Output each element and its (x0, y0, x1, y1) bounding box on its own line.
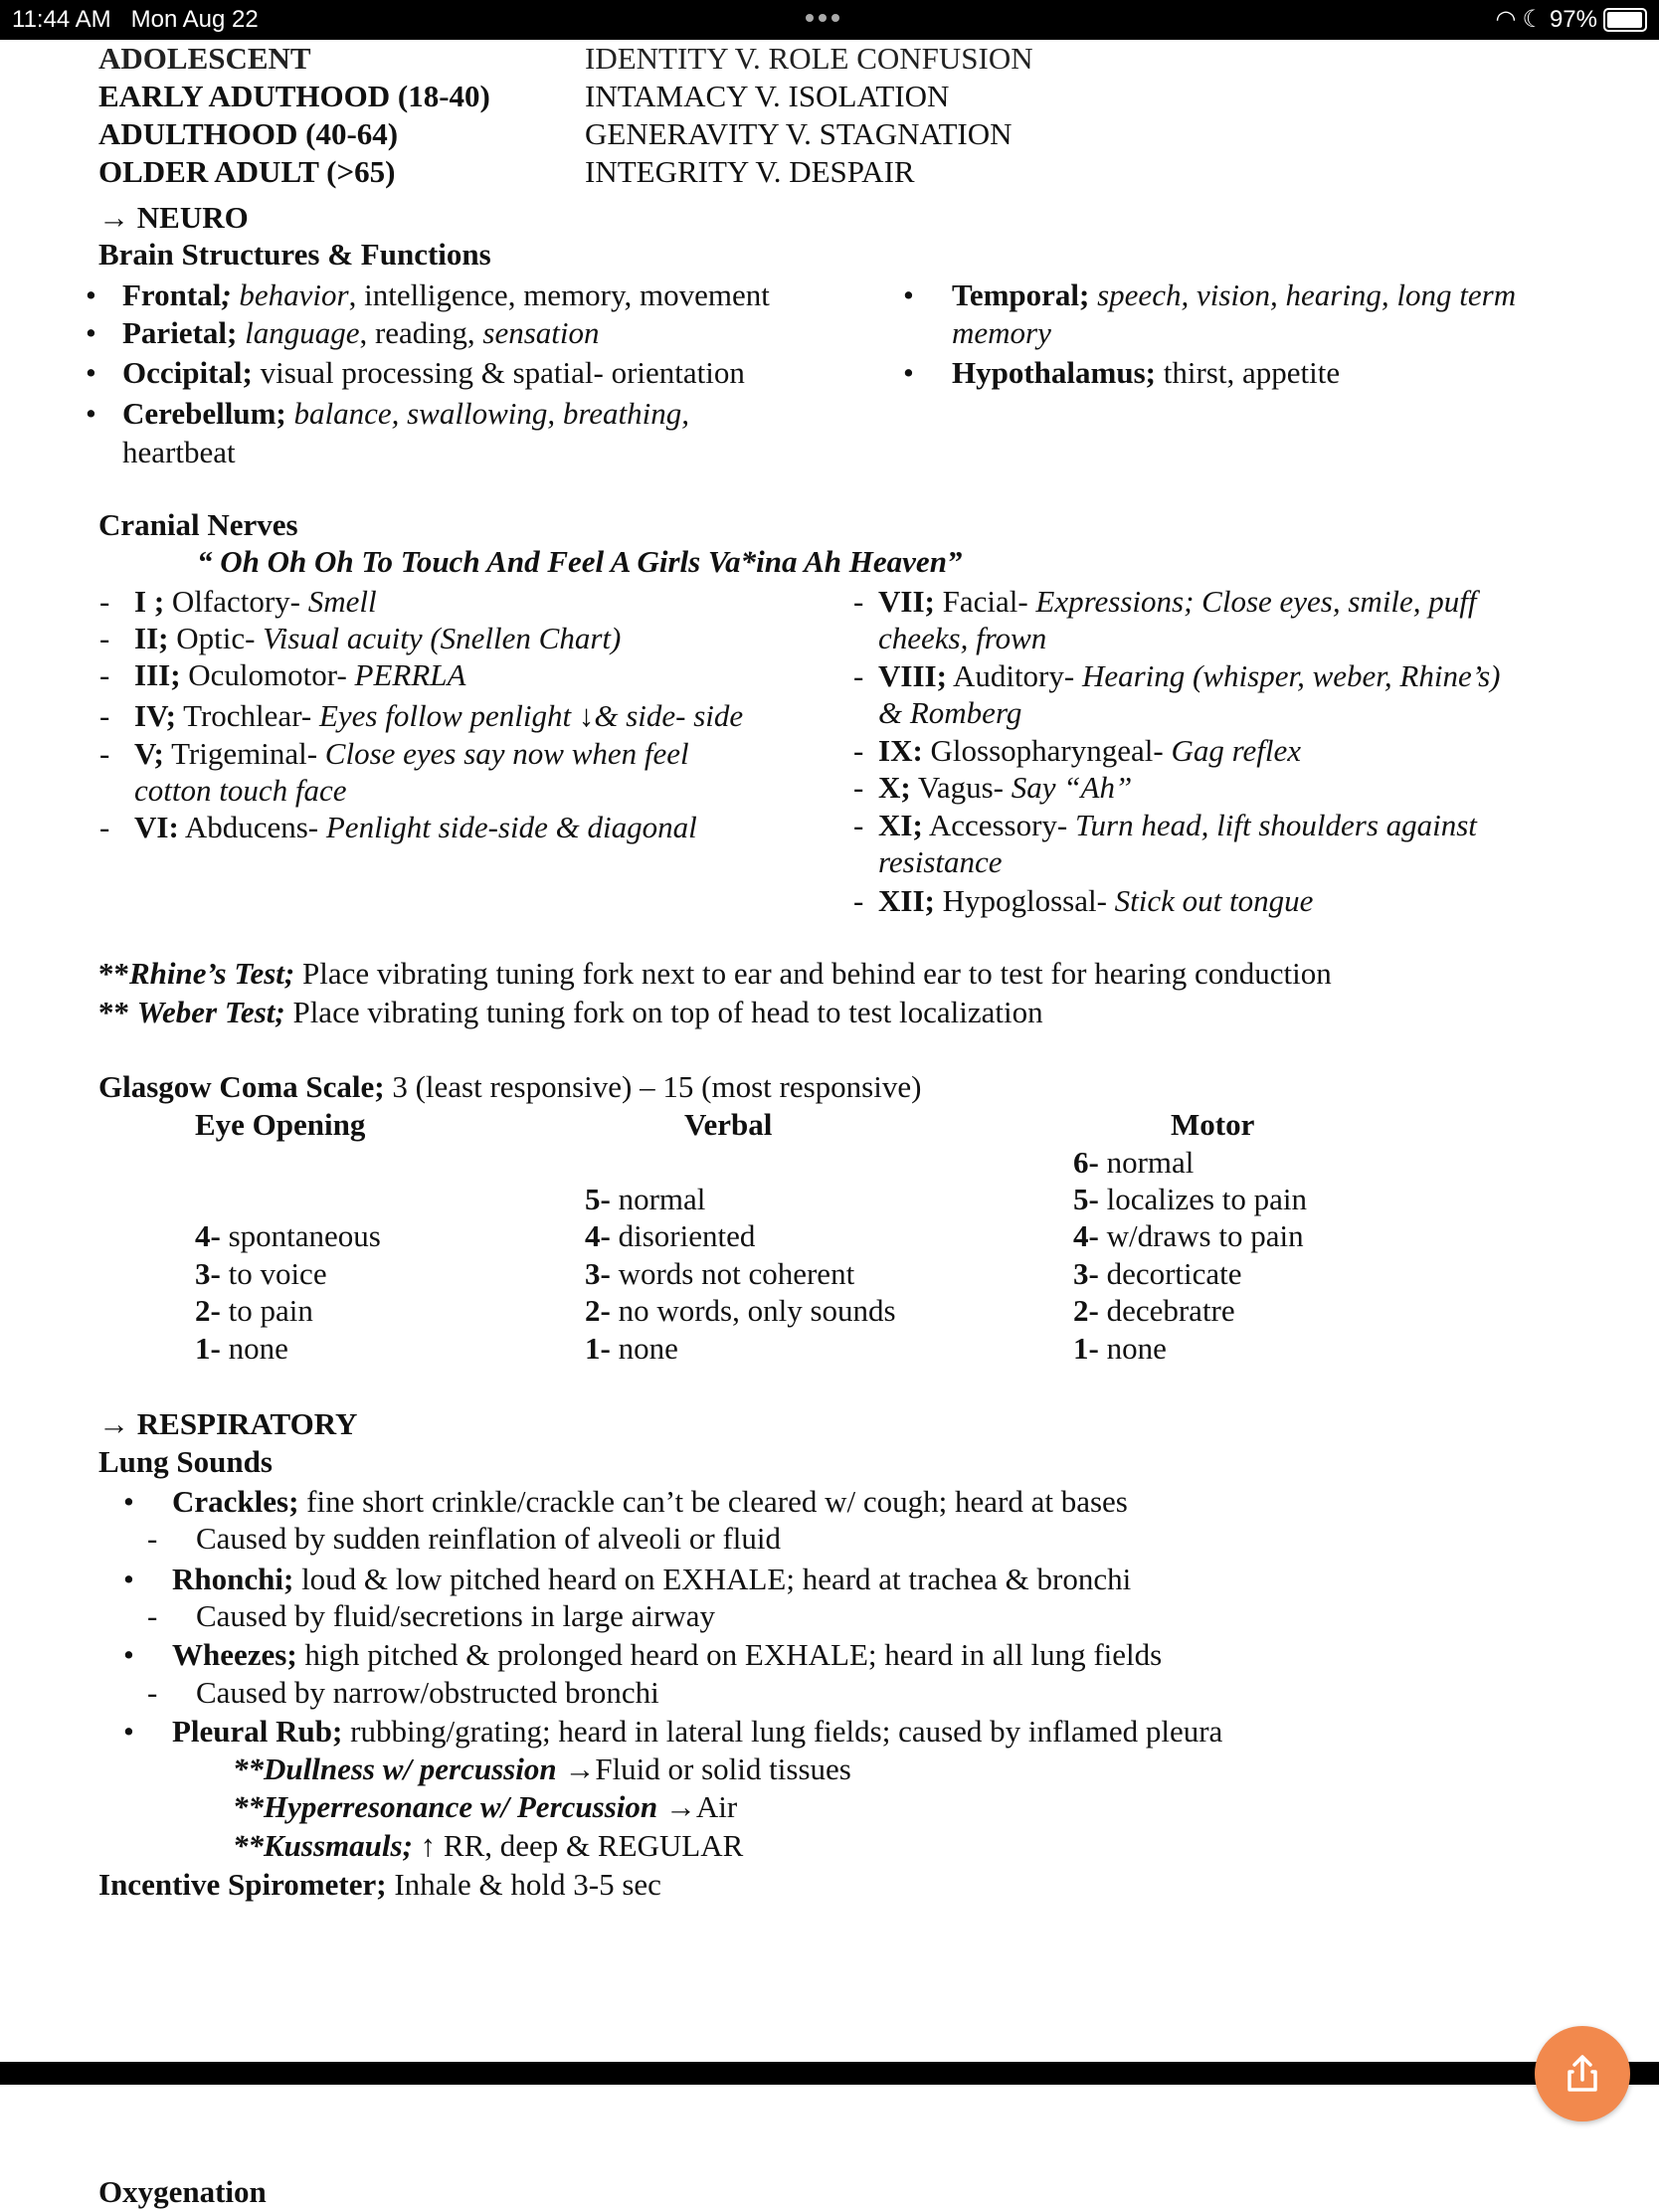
dash: - (853, 770, 864, 805)
dash: - (99, 698, 110, 733)
gcs-title: Glasgow Coma Scale; 3 (least responsive) – 15 (most responsive) (98, 1069, 922, 1104)
dash: - (147, 1598, 158, 1633)
lung-sound: Rhonchi; loud & low pitched heard on EXHALE; heard at trachea & bronchi (172, 1562, 1132, 1596)
nerve-item: III; Oculomotor- PERRLA (134, 657, 466, 692)
stage: ADULTHOOD (40-64) (98, 116, 399, 151)
note: **Kussmauls; ↑ RR, deep & REGULAR (233, 1828, 744, 1863)
dash: - (853, 733, 864, 768)
nerve-item-cont: & Romberg (878, 695, 1022, 730)
dash: - (99, 584, 110, 619)
gcs-eye-item: 4- spontaneous (195, 1218, 381, 1253)
note: **Hyperresonance w/ Percussion →Air (233, 1789, 738, 1824)
dash: - (99, 736, 110, 771)
wifi-icon: ◠ (1495, 6, 1517, 33)
status-bar (0, 0, 1659, 40)
share-icon (1561, 2052, 1604, 2096)
cranial-nerves-title: Cranial Nerves (98, 507, 298, 542)
gcs-verbal-item: 5- normal (585, 1182, 706, 1216)
dash: - (99, 657, 110, 692)
brain-item: Frontal; behavior, intelligence, memory, movement (122, 277, 770, 312)
arrow-icon: → (98, 1406, 129, 1441)
nerve-item: IX: Glossopharyngeal- Gag reflex (878, 733, 1302, 768)
incentive-spirometer: Incentive Spirometer; Inhale & hold 3-5 sec (98, 1867, 661, 1902)
lung-sound-cause: Caused by fluid/secretions in large airway (196, 1598, 715, 1633)
lung-sound: Pleural Rub; rubbing/grating; heard in lateral lung fields; caused by inflamed pleura (172, 1714, 1223, 1749)
stage-cut: ADOLESCENT (98, 41, 311, 76)
nerve-item-cont: resistance (878, 844, 1003, 879)
dash: - (853, 658, 864, 693)
gcs-motor-item: 2- decebratre (1073, 1293, 1235, 1328)
stage: OLDER ADULT (>65) (98, 154, 396, 189)
gcs-motor-item: 4- w/draws to pain (1073, 1218, 1304, 1253)
nerve-item: IV; Trochlear- Eyes follow penlight ↓& side- side (134, 698, 744, 733)
conflict: INTEGRITY V. DESPAIR (585, 154, 915, 189)
dash: - (99, 621, 110, 655)
page-divider (0, 2062, 1659, 2085)
gcs-eye-item: 3- to voice (195, 1256, 327, 1291)
nerve-item: I ; Olfactory- Smell (134, 584, 377, 619)
share-button[interactable] (1535, 2026, 1630, 2121)
gcs-eye-item: 2- to pain (195, 1293, 313, 1328)
lung-sound: Crackles; fine short crinkle/crackle can’t be cleared w/ cough; heard at bases (172, 1484, 1128, 1519)
gcs-motor-item: 1- none (1073, 1331, 1167, 1366)
brain-item: Temporal; speech, vision, hearing, long term (952, 277, 1517, 312)
brain-item: Cerebellum; balance, swallowing, breathing, (122, 396, 690, 431)
gcs-motor-item: 6- normal (1073, 1145, 1195, 1180)
gcs-header-motor: Motor (1171, 1107, 1255, 1142)
bullet-icon: • (123, 1562, 134, 1596)
weber-test: ** Weber Test; Place vibrating tuning fork on top of head to test localization (98, 995, 1043, 1029)
gcs-verbal-item: 2- no words, only sounds (585, 1293, 896, 1328)
gcs-eye-item: 1- none (195, 1331, 288, 1366)
nerve-item: V; Trigeminal- Close eyes say now when feel (134, 736, 689, 771)
dash: - (147, 1675, 158, 1710)
battery-percent: 97% (1549, 5, 1597, 33)
lung-sound-cause: Caused by narrow/obstructed bronchi (196, 1675, 659, 1710)
status-icons (1495, 5, 1647, 34)
nerve-item: XI; Accessory- Turn head, lift shoulders against (878, 808, 1477, 842)
nerve-item: VII; Facial- Expressions; Close eyes, smile, puff (878, 584, 1477, 619)
bullet-icon: • (123, 1637, 134, 1672)
dash: - (853, 584, 864, 619)
bullet-icon: • (86, 277, 96, 312)
bullet-icon: • (86, 355, 96, 390)
nerve-item: VI: Abducens- Penlight side-side & diagonal (134, 810, 697, 844)
nerve-item: XII; Hypoglossal- Stick out tongue (878, 883, 1314, 918)
status-time: 11:44 AM Mon Aug 22 (12, 6, 259, 33)
nerve-item-cont: cheeks, frown (878, 621, 1047, 655)
gcs-motor-item: 5- localizes to pain (1073, 1182, 1308, 1216)
moon-icon: ☾ (1522, 6, 1544, 33)
mnemonic: “ Oh Oh Oh To Touch And Feel A Girls Va*ina Ah Heaven” (197, 544, 963, 579)
conflict: INTAMACY V. ISOLATION (585, 79, 950, 113)
conflict-cut: IDENTITY V. ROLE CONFUSION (585, 41, 1033, 76)
bullet-icon: • (123, 1714, 134, 1749)
nerve-item-cont: cotton touch face (134, 773, 347, 808)
arrow-icon: → (98, 200, 129, 235)
bullet-icon: • (903, 355, 914, 390)
bullet-icon: • (86, 396, 96, 431)
dash: - (147, 1521, 158, 1556)
gcs-verbal-item: 3- words not coherent (585, 1256, 855, 1291)
battery-icon (1603, 8, 1647, 32)
nerve-item: VIII; Auditory- Hearing (whisper, weber, Rhine’s) (878, 658, 1501, 693)
brain-structures-title: Brain Structures & Functions (98, 237, 491, 272)
gcs-header-verbal: Verbal (684, 1107, 773, 1142)
brain-item: Occipital; visual processing & spatial- orientation (122, 355, 745, 390)
neuro-heading: → NEURO (98, 200, 249, 235)
note: **Dullness w/ percussion →Fluid or solid tissues (233, 1751, 851, 1786)
stage: EARLY ADUTHOOD (18-40) (98, 79, 490, 113)
bullet-icon: • (903, 277, 914, 312)
lung-sound-cause: Caused by sudden reinflation of alveoli or fluid (196, 1521, 782, 1556)
dash: - (853, 808, 864, 842)
dash: - (99, 810, 110, 844)
rhine-test: **Rhine’s Test; Place vibrating tuning fork next to ear and behind ear to test for hearing conduction (98, 956, 1332, 991)
gcs-motor-item: 3- decorticate (1073, 1256, 1242, 1291)
gcs-verbal-item: 4- disoriented (585, 1218, 756, 1253)
nerve-item: X; Vagus- Say “Ah” (878, 770, 1133, 805)
brain-item: Parietal; language, reading, sensation (122, 315, 600, 350)
lung-sounds-title: Lung Sounds (98, 1444, 273, 1479)
brain-item: Hypothalamus; thirst, appetite (952, 355, 1341, 390)
respiratory-heading: → RESPIRATORY (98, 1406, 358, 1441)
dash: - (853, 883, 864, 918)
brain-item-cont: heartbeat (122, 435, 236, 469)
nerve-item: II; Optic- Visual acuity (Snellen Chart) (134, 621, 622, 655)
gcs-header-eye: Eye Opening (195, 1107, 366, 1142)
gcs-verbal-item: 1- none (585, 1331, 678, 1366)
lung-sound: Wheezes; high pitched & prolonged heard on EXHALE; heard in all lung fields (172, 1637, 1163, 1672)
brain-item-cont: memory (952, 315, 1051, 350)
conflict: GENERAVITY V. STAGNATION (585, 116, 1013, 151)
oxygenation-heading: Oxygenation (98, 2174, 267, 2209)
bullet-icon: • (123, 1484, 134, 1519)
bullet-icon: • (86, 315, 96, 350)
multitasking-dots[interactable] (806, 14, 839, 22)
